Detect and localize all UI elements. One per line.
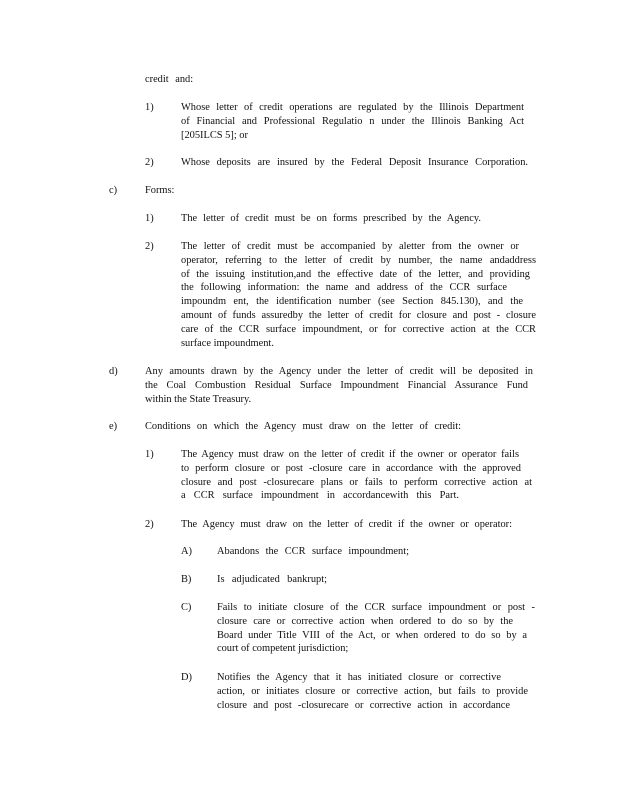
section-marker: c) xyxy=(109,185,118,196)
intro-line xyxy=(145,73,445,87)
section-heading: Forms: xyxy=(145,185,175,196)
text-line: of the issuing institution,and the effective date of the letter, and providing xyxy=(181,268,530,280)
item-text xyxy=(217,671,528,712)
text-line: [205ILCS 5]; or xyxy=(181,129,248,141)
section-marker: e) xyxy=(109,421,118,432)
text-line: operator, referring to the letter of credit by number, the name andaddress xyxy=(181,254,536,266)
item-text xyxy=(181,240,536,350)
text-line: a CCR surface impoundment in accordancewith this Part. xyxy=(181,490,459,502)
text-line: action, or initiates closure or corrective action, but fails to provide xyxy=(217,685,528,697)
intro-text: credit and: xyxy=(145,74,194,85)
item-marker: 1) xyxy=(145,449,154,460)
text-line: impoundm ent, the identification number (see Section 845.130), and the xyxy=(181,296,523,308)
text-line: within the State Treasury. xyxy=(145,393,252,405)
text-line: The Agency must draw on the letter of credit if the owner or operator fails xyxy=(181,449,519,460)
item-text xyxy=(181,101,524,142)
text-line: Is adjudicated bankrupt; xyxy=(217,574,327,585)
text-line: Board under Title VIII of the Act, or when ordered to do so by a xyxy=(217,629,527,641)
text-line: amount of funds assuredby the letter of credit for closure and post - closure xyxy=(181,309,536,321)
item-marker: C) xyxy=(181,602,192,613)
item-text xyxy=(217,545,409,559)
section-text xyxy=(145,365,533,406)
text-line: closure and post -closurecare or corrective action in accordance xyxy=(217,699,510,711)
item-marker: 1) xyxy=(145,102,154,113)
item-text xyxy=(181,448,532,503)
text-line: The letter of credit must be accompanied by aletter from the owner or xyxy=(181,241,519,252)
text-line: Conditions on which the Agency must draw on the letter of credit: xyxy=(145,421,461,432)
section-marker: d) xyxy=(109,366,118,377)
text-line: court of competent jurisdiction; xyxy=(217,643,349,655)
text-line: Any amounts drawn by the Agency under the letter of credit will be deposited in xyxy=(145,366,533,377)
text-line: closure and post -closurecare plans or fails to perform corrective action at xyxy=(181,476,532,488)
text-line: surface impoundment. xyxy=(181,337,274,349)
item-text xyxy=(217,573,327,587)
item-marker: 1) xyxy=(145,213,154,224)
text-line: the following information: the name and address of the CCR surface xyxy=(181,282,507,294)
item-marker: 2) xyxy=(145,157,154,168)
item-marker: 2) xyxy=(145,241,154,252)
text-line: care of the CCR surface impoundment, or for corrective action at the CCR xyxy=(181,323,536,335)
text-line: The letter of credit must be on forms prescribed by the Agency. xyxy=(181,213,481,224)
item-marker: D) xyxy=(181,672,192,683)
text-line: the Coal Combustion Residual Surface Impoundment Financial Assurance Fund xyxy=(145,379,528,391)
text-line: Notifies the Agency that it has initiated closure or corrective xyxy=(217,672,501,683)
text-line: Fails to initiate closure of the CCR surface impoundment or post - xyxy=(217,602,535,613)
text-line: The Agency must draw on the letter of credit if the owner or operator: xyxy=(181,519,512,530)
item-text xyxy=(217,601,535,656)
text-line: Abandons the CCR surface impoundment; xyxy=(217,546,409,557)
item-marker: A) xyxy=(181,546,192,557)
text-line: closure care or corrective action when ordered to do so by the xyxy=(217,615,513,627)
item-text xyxy=(181,212,481,226)
text-line: Whose letter of credit operations are regulated by the Illinois Department xyxy=(181,102,524,113)
item-marker: B) xyxy=(181,574,192,585)
section-text xyxy=(145,420,461,434)
text-line: to perform closure or post -closure care in accordance with the approved xyxy=(181,462,521,474)
item-text xyxy=(181,156,528,170)
text-line: of Financial and Professional Regulatio n under the Illinois Banking Act xyxy=(181,115,524,127)
item-text xyxy=(181,518,512,532)
item-marker: 2) xyxy=(145,519,154,530)
text-line: Whose deposits are insured by the Federal Deposit Insurance Corporation. xyxy=(181,157,528,168)
